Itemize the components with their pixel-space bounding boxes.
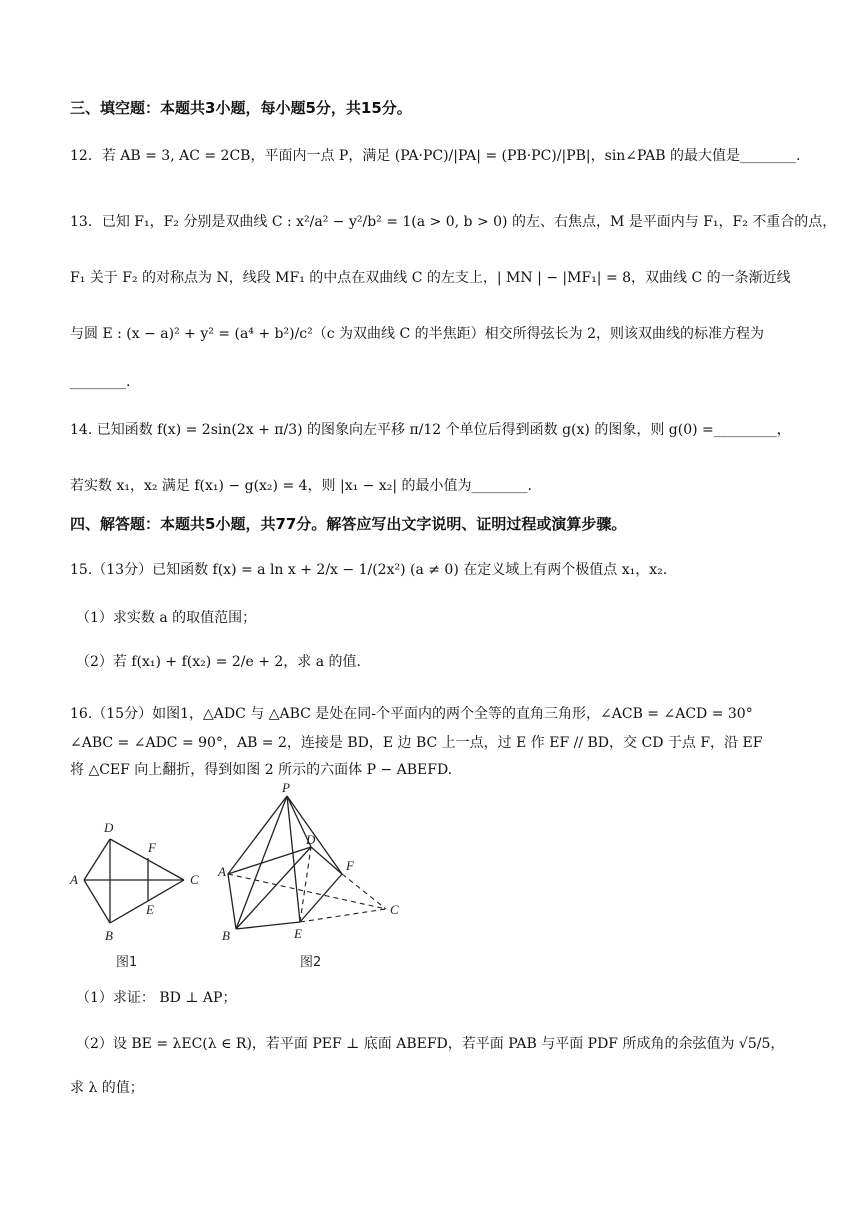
fig2-edge-AB (228, 874, 236, 929)
fig2-edge-PA (228, 796, 287, 874)
question-16-line-1: 16.（15分）如图1，△ADC 与 △ABC 是处在同-个平面内的两个全等的直角三角形，∠ACB = ∠ACD = 30° (70, 706, 753, 722)
fig2-label-P: P (282, 782, 290, 795)
fig2-label-E: E (294, 926, 302, 941)
fig1-label-F: F (148, 840, 156, 855)
fig2-edge-EC-dashed (300, 909, 386, 922)
question-13-line-1: 13．已知 F₁，F₂ 分别是双曲线 C : x²/a² − y²/b² = 1(a > 0, b > 0) 的左、右焦点，M 是平面内与 F₁，F₂ 不重合的点， (70, 214, 837, 230)
fig2-label-B: B (222, 928, 230, 943)
figure-1-diagram (84, 839, 184, 923)
fig1-label-D: D (104, 820, 114, 835)
fig2-label-D: D (306, 832, 316, 847)
question-16-line-3: 将 △CEF 向上翻折，得到如图 2 所示的六面体 P − ABEFD. (70, 762, 453, 778)
figure-2-hidden-edges (228, 847, 386, 922)
fig1-label-E: E (146, 902, 154, 917)
fig1-edge-DC (110, 839, 184, 880)
question-13-line-2: F₁ 关于 F₂ 的对称点为 N，线段 MF₁ 的中点在双曲线 C 的左支上，| MN | − |MF₁| = 8，双曲线 C 的一条渐近线 (70, 270, 791, 286)
fig1-edge-BA (84, 880, 110, 923)
fig2-label-A: A (218, 864, 226, 879)
question-16-part-1: （1）求证： BD ⊥ AP； (76, 990, 237, 1006)
figure-2-diagram (228, 796, 342, 929)
fig2-caption: 图2 (300, 955, 322, 970)
question-16-part-2-continued: 求 λ 的值； (70, 1080, 144, 1096)
fig1-caption: 图1 (116, 955, 138, 970)
question-15-part-2: （2）若 f(x₁) + f(x₂) = 2/e + 2，求 a 的值. (76, 654, 361, 670)
fig1-label-C: C (190, 872, 199, 887)
figures-svg (60, 782, 420, 974)
fig2-edge-PE (287, 796, 300, 922)
fig1-label-A: A (70, 872, 78, 887)
question-16-figures (60, 782, 420, 974)
question-12: 12．若 AB = 3, AC = 2CB，平面内一点 P，满足 (PA·PC)/|PA| = (PB·PC)/|PB|，sin∠PAB 的最大值是________. (70, 148, 801, 164)
question-13-line-3: 与圆 E : (x − a)² + y² = (a⁴ + b²)/c²（c 为双曲线 C 的半焦距）相交所得弦长为 2，则该双曲线的标准方程为 (70, 326, 764, 342)
question-15-line-1: 15.（13分）已知函数 f(x) = a ln x + 2/x − 1/(2x²) (a ≠ 0) 在定义域上有两个极值点 x₁，x₂. (70, 562, 668, 578)
fig2-edge-AC-dashed (228, 874, 386, 909)
fig2-label-F: F (346, 858, 354, 873)
fig1-edge-AD (84, 839, 110, 880)
question-16-line-2: ∠ABC = ∠ADC = 90°，AB = 2，连接是 BD，E 边 BC 上一点，过 E 作 EF // BD，交 CD 于点 F，沿 EF (70, 735, 763, 751)
question-15-part-1: （1）求实数 a 的取值范围； (76, 610, 257, 626)
question-14-line-2: 若实数 x₁，x₂ 满足 f(x₁) − g(x₂) = 4，则 |x₁ − x₂| 的最小值为________. (70, 478, 532, 494)
fig2-label-C: C (390, 902, 399, 917)
fig1-label-B: B (105, 928, 113, 943)
section-3-title: 三、填空题：本题共3小题，每小题5分，共15分。 (70, 99, 412, 117)
fig2-edge-BE (236, 922, 300, 929)
question-13-line-4: ________. (70, 374, 131, 390)
section-4-title: 四、解答题：本题共5小题，共77分。解答应写出文字说明、证明过程或演算步骤。 (70, 515, 627, 533)
question-14-line-1: 14. 已知函数 f(x) = 2sin(2x + π/3) 的图象向左平移 π/12 个单位后得到函数 g(x) 的图象，则 g(0) =_________， (70, 422, 791, 438)
question-16-part-2: （2）设 BE = λEC(λ ∈ R)，若平面 PEF ⊥ 底面 ABEFD，若平面 PAB 与平面 PDF 所成角的余弦值为 √5/5， (76, 1036, 785, 1052)
